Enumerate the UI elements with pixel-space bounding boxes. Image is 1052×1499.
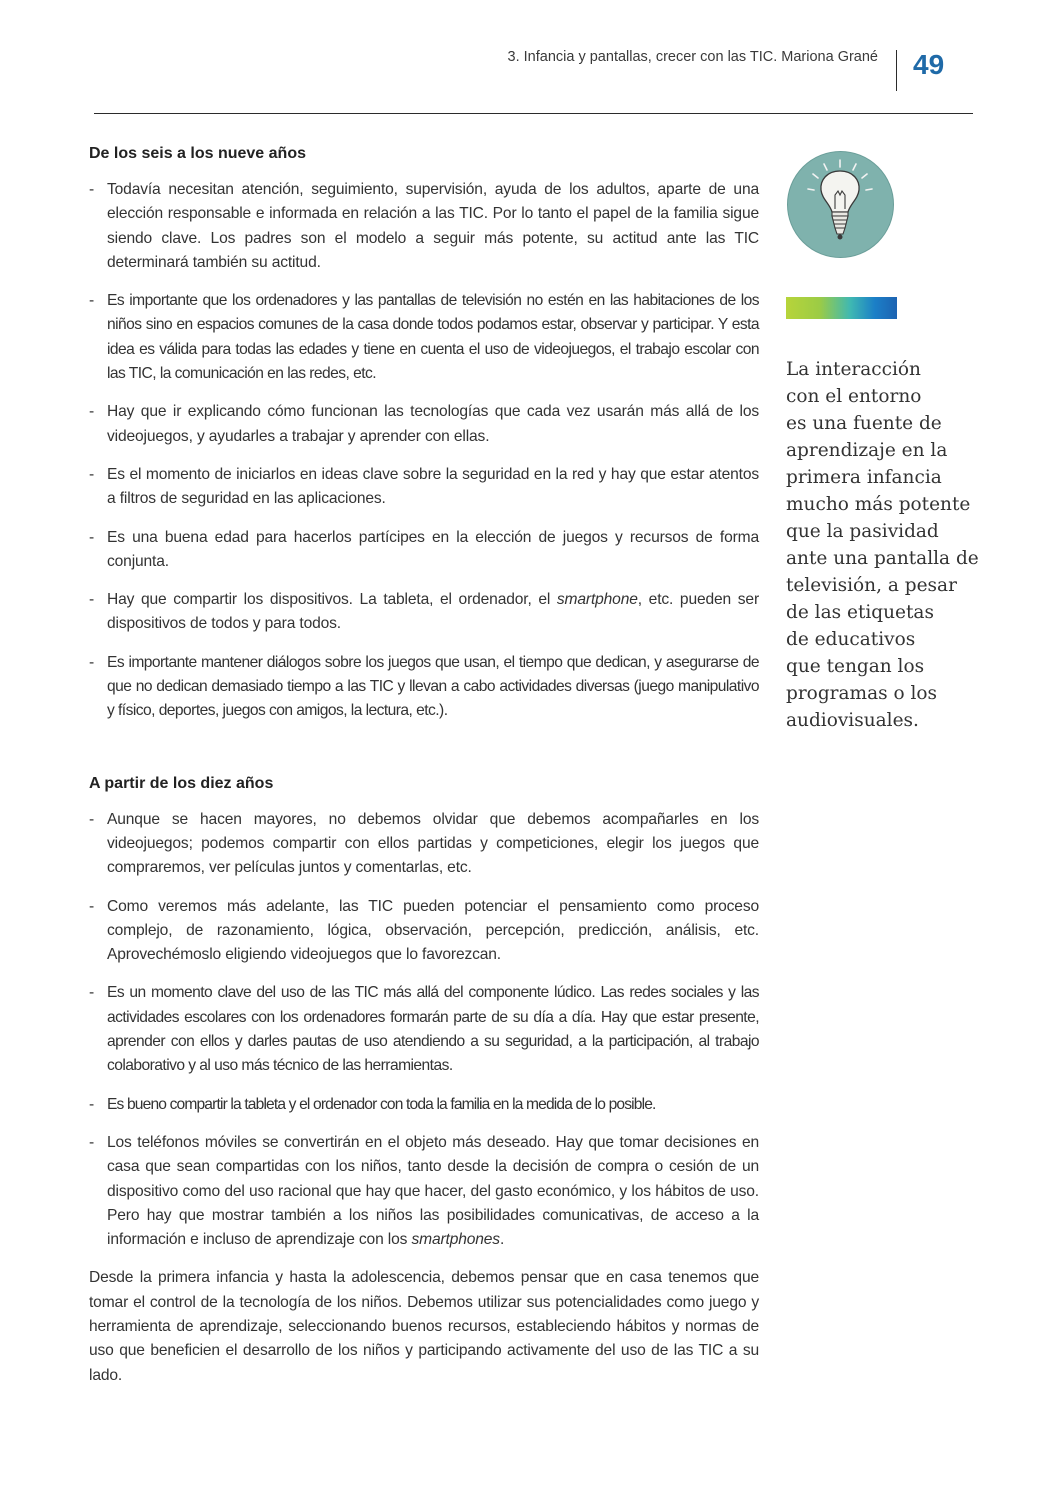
color-gradient-bar [786, 297, 897, 319]
closing-paragraph: Desde la primera infancia y hasta la adolescencia, debemos pensar que en casa tenemos que tomar el control de la tecnología de los niños. Debemos utilizar sus potencialidades como juego y herramienta de aprendizaje, seleccionando buenos recursos, estableciendo hábitos y normas de uso que beneficien el desarrollo de los niños y participando activamente del uso de las TIC a su lado. [89, 1269, 759, 1384]
list-item: - Es el momento de iniciarlos en ideas clave sobre la seguridad en la red y hay que estar atentos a filtros de seguridad en las aplicaciones. [89, 463, 759, 512]
list-item [89, 588, 759, 637]
header-rule [94, 113, 973, 114]
list-item: - Es un momento clave del uso de las TIC más allá del componente lúdico. Las redes sociales y las actividades escolares con los ordenadores formarán parte de su día a día. Hay que estar presente, aprender con ellos y darles pautas de uso atendiendo a su seguridad, a la participación, al trabajo colaborativo y al uso más técnico de las herramientas. [89, 981, 759, 1078]
header-separator [896, 50, 897, 91]
bullet-list [89, 808, 759, 1253]
section-six-to-nine [89, 142, 759, 724]
list-item: - Es una buena edad para hacerlos partícipes en la elección de juegos y recursos de forma conjunta. [89, 526, 759, 575]
bullet-list [89, 178, 759, 724]
section-from-ten [89, 772, 759, 1388]
list-item-emphasis: smartphone [556, 591, 638, 609]
list-item: - Aunque se hacen mayores, no debemos olvidar que debemos acompañarles en los videojuegos; podemos compartir con ellos partidas y competiciones, elegir los juegos que compraremos, ver películas juntos y comentarlas, etc. [89, 808, 759, 881]
list-item: - Es importante mantener diálogos sobre los juegos que usan, el tiempo que dedican, y asegurarse de que no dedican demasiado tiempo a las TIC y llevan a cabo actividades diversas (juego manipulativo y físico, deportes, juegos con amigos, la lectura, etc.). [89, 651, 759, 724]
sidebar-quote: La interacción con el entorno es una fuente de aprendizaje en la primera infancia mucho más potente que la pasividad ante una pantalla de televisión, a pesar de las etiquetas de educativos que tengan los programas o los audiovisuales. [786, 359, 979, 731]
list-item: - Como veremos más adelante, las TIC pueden potenciar el pensamiento como proceso complejo, de razonamiento, lógica, observación, percepción, predicción, análisis, etc. Aprovechémoslo eligiendo videojuegos que lo favorezcan. [89, 895, 759, 968]
page-number: 49 [913, 49, 945, 80]
list-item: - Es bueno compartir la tableta y el ordenador con toda la familia en la medida de lo posible. [89, 1093, 759, 1117]
section-heading: A partir de los diez años [89, 774, 274, 792]
list-item-emphasis: smartphones [411, 1231, 500, 1249]
list-item: - Hay que ir explicando cómo funcionan las tecnologías que cada vez usarán más allá de los videojuegos, y ayudarles a trabajar y aprender con ellas. [89, 400, 759, 449]
list-item [89, 1131, 759, 1252]
list-item-text: . [499, 1231, 505, 1249]
lightbulb-icon [787, 151, 894, 258]
list-item: - Es importante que los ordenadores y las pantallas de televisión no estén en las habitaciones de los niños sino en espacios comunes de la casa donde todos podamos estar, observar y participar. Y esta idea es válida para todas las edades y tiene en cuenta el uso de videojuegos, el trabajo escolar con las TIC, la comunicación en las redes, etc. [89, 289, 759, 386]
list-item-text: Los teléfonos móviles se convertirán en el objeto más deseado. Hay que tomar decisiones en casa que sean compartidas con los niños, tanto desde la decisión de compra o cesión de un dispositivo como del uso racional que hay que hacer, del gasto económico, y los hábitos de uso. Pero hay que mostrar también a los niños las posibilidades comunicativas, de acceso a la información e incluso de aprendizaje con los [107, 1133, 759, 1249]
section-heading: De los seis a los nueve años [89, 145, 306, 162]
list-item: - Todavía necesitan atención, seguimiento, supervisión, ayuda de los adultos, aparte de una elección responsable e informada en relación a las TIC. Por lo tanto el papel de la familia sigue siendo clave. Los padres son el modelo a seguir más potente, su actitud ante las TIC determinará también su actitud. [89, 178, 759, 275]
list-item-text: , etc. pueden ser dispositivos de todos y para todos. [107, 591, 759, 633]
list-item-text: Hay que compartir los dispositivos. La tableta, el ordenador, el [107, 591, 557, 609]
main-column [89, 142, 759, 1388]
running-header-title: 3. Infancia y pantallas, crecer con las TIC. Mariona Grané [507, 49, 878, 65]
